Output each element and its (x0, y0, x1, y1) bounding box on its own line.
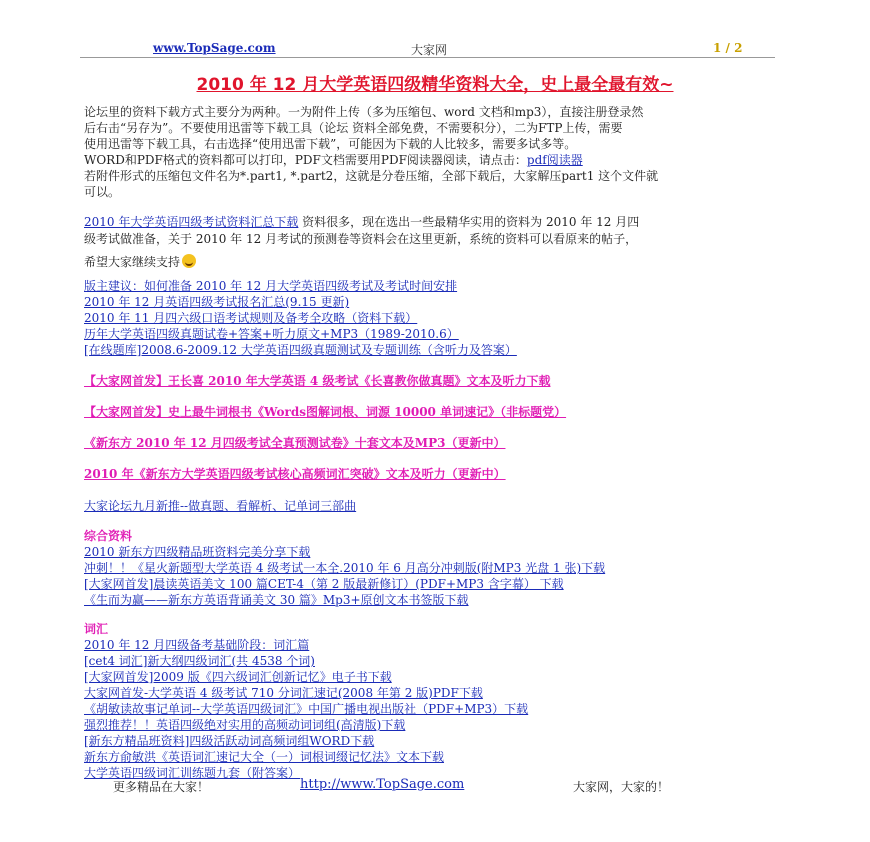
featured-link[interactable]: 【大家网首发】史上最牛词根书《Words图解词根、词源 10000 单词速记》（非标题党） (84, 405, 567, 419)
summary-text: 资料很多，现在选出一些最精华实用的资料为 2010 年 12 月四 (298, 215, 640, 229)
intro-line: 后右击“另存为”。不要使用迅雷等下载工具（论坛 资料全部免费，不需要积分），二为FTP上传，需要 (84, 121, 623, 135)
section-heading-vocab: 词汇 (84, 622, 109, 636)
resource-link[interactable]: 版主建议：如何准备 2010 年 12 月大学英语四级考试及考试时间安排 (84, 279, 458, 293)
general-link[interactable]: 《生而为赢——新东方英语背诵美文 30 篇》Mp3+原创文本书签版下载 (84, 593, 469, 607)
vocab-link[interactable]: 强烈推荐！！英语四级绝对实用的高频动词词组(高清版)下载 (84, 718, 406, 732)
summary-line (84, 253, 196, 270)
vocab-link[interactable]: 2010 年 12 月四级备考基础阶段：词汇篇 (84, 638, 310, 652)
vocab-link[interactable]: [cet4 词汇]新大纲四级词汇(共 4538 个词) (84, 654, 315, 668)
header-divider (80, 57, 775, 58)
vocab-link[interactable]: [大家网首发]2009 版《四六级词汇创新记忆》电子书下载 (84, 670, 392, 684)
intro-line (84, 151, 583, 168)
general-link[interactable]: 2010 新东方四级精品班资料完美分享下载 (84, 545, 311, 559)
forum-link[interactable]: 大家论坛九月新推--做真题、看解析、记单词三部曲 (84, 499, 357, 513)
vocab-link[interactable]: 大家网首发-大学英语 4 级考试 710 分词汇速记(2008 年第 2 版)PDF下载 (84, 686, 483, 700)
intro-line: 使用迅雷等下载工具，右击选择“使用迅雷下载”，可能因为下载的人比较多，需要多试多等。 (84, 137, 577, 151)
intro-line: 若附件形式的压缩包文件名为*.part1, *.part2，这就是分卷压缩，全部下载后，大家解压part1 这个文件就 (84, 169, 659, 183)
intro-line: 论坛里的资料下载方式主要分为两种。一为附件上传（多为压缩包、word 文档和mp3），直接注册登录然 (84, 105, 644, 119)
header-site-name: 大家网 (411, 43, 448, 57)
document-title: 2010 年 12 月大学英语四级精华资料大全，史上最全最有效~ (196, 75, 674, 95)
general-link[interactable]: [大家网首发]晨读英语美文 100 篇CET-4（第 2 版最新修订）(PDF+MP3 含字幕） 下载 (84, 577, 564, 591)
vocab-link[interactable]: 大学英语四级词汇训练题九套（附答案） (84, 766, 301, 780)
featured-link[interactable]: 【大家网首发】王长喜 2010 年大学英语 4 级考试《长喜教你做真题》文本及听力下载 (84, 374, 551, 388)
general-link[interactable]: 冲刺！！《星火新题型大学英语 4 级考试一本全.2010 年 6 月高分冲刺版(附MP3 光盘 1 张)下载 (84, 561, 606, 575)
smiley-icon (182, 254, 196, 268)
summary-line: 级考试做准备，关于 2010 年 12 月考试的预测卷等资料会在这里更新，系统的资料可以看原来的帖子， (84, 232, 638, 246)
vocab-link[interactable]: [新东方精品班资料]四级活跃动词高频词组WORD下载 (84, 734, 375, 748)
page-indicator: 1 / 2 (713, 41, 743, 55)
featured-link[interactable]: 《新东方 2010 年 12 月四级考试全真预测试卷》十套文本及MP3（更新中） (84, 436, 506, 450)
resource-link[interactable]: 2010 年 12 月英语四级考试报名汇总(9.15 更新) (84, 295, 350, 309)
vocab-link[interactable]: 新东方俞敏洪《英语词汇速记大全（一）词根词缀记忆法》文本下载 (84, 750, 445, 764)
summary-download-link[interactable]: 2010 年大学英语四级考试资料汇总下载 (84, 215, 299, 229)
pdf-reader-link[interactable]: pdf阅读器 (526, 153, 583, 167)
resource-link[interactable]: 2010 年 11 月四六级口语考试规则及备考全攻略（资料下载） (84, 311, 418, 325)
summary-line (84, 213, 639, 230)
footer-url-link[interactable]: http://www.TopSage.com (300, 777, 465, 792)
section-heading-general: 综合资料 (84, 529, 133, 543)
footer-right-text: 大家网，大家的！ (573, 780, 670, 794)
intro-line: 可以。 (84, 185, 121, 199)
summary-text: 希望大家继续支持 (84, 255, 181, 269)
featured-link[interactable]: 2010 年《新东方大学英语四级考试核心高频词汇突破》文本及听力（更新中） (84, 467, 506, 481)
vocab-link[interactable]: 《胡敏读故事记单词--大学英语四级词汇》中国广播电视出版社（PDF+MP3）下载 (84, 702, 529, 716)
intro-text: WORD和PDF格式的资料都可以打印，PDF文档需要用PDF阅读器阅读，请点击： (84, 153, 527, 167)
resource-link[interactable]: 历年大学英语四级真题试卷+答案+听力原文+MP3（1989-2010.6） (84, 327, 459, 341)
footer-left-text: 更多精品在大家！ (113, 780, 210, 794)
header-site-link[interactable]: www.TopSage.com (153, 41, 276, 55)
resource-link[interactable]: [在线题库]2008.6-2009.12 大学英语四级真题测试及专题训练（含听力及答案） (84, 343, 517, 357)
